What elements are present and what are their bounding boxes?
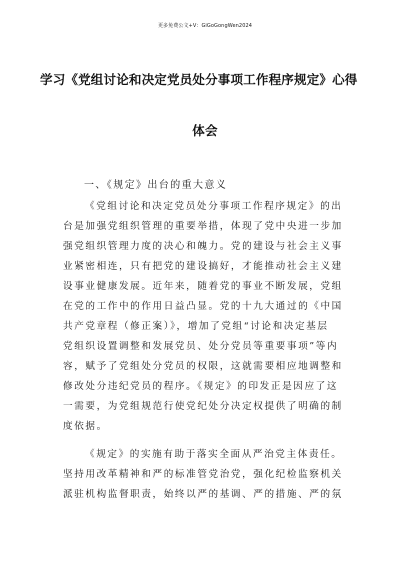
paragraph-line: 坚持用改革精神和严的标准管党治党，强化纪检监察机关 bbox=[63, 469, 343, 480]
paragraph-line: 派驻机构监督职责，始终以严的基调、严的措施、严的氛 bbox=[63, 489, 343, 500]
paragraph-line: 修改处分违纪党员的程序。《规定》的印发正是因应了这 bbox=[63, 381, 339, 392]
paragraph-line: 共产党章程（修正案）》，增加了党组“讨论和决定基层 bbox=[63, 321, 329, 332]
paragraph-line: 在党的工作中的作用日益凸显。党的十九大通过的《中国 bbox=[63, 301, 343, 312]
paragraph-line: 度依据。 bbox=[63, 421, 108, 432]
header-note: 更多免费公文+V：GiGoGongWen2024 bbox=[157, 23, 253, 29]
paragraph-line: 业紧密相连，只有把党的建设搞好，才能推动社会主义建 bbox=[63, 261, 343, 272]
document-title-line-1: 学习《党组讨论和决定党员处分事项工作程序规定》心得 bbox=[40, 72, 358, 87]
paragraph-line: 容，赋予了党组处分党员的权限，这就需要相应地调整和 bbox=[63, 361, 343, 372]
paragraph-line: 台是加强党组织管理的重要举措，体现了党中央进一步加 bbox=[63, 221, 343, 232]
paragraph-line: 《规定》的实施有助于落实全面从严治党主体责任。 bbox=[85, 449, 343, 460]
paragraph-line: 强党组织管理力度的决心和魄力。党的建设与社会主义事 bbox=[63, 241, 343, 252]
paragraph-line: 《党组讨论和决定党员处分事项工作程序规定》的出 bbox=[85, 201, 343, 212]
section-heading: 一、《规定》出台的重大意义 bbox=[84, 180, 228, 191]
paragraph-line: 设事业健康发展。近年来，随着党的事业不断发展，党组 bbox=[63, 281, 343, 292]
paragraph-line: 党组织设置调整和发展党员、处分党员等重要事项”等内 bbox=[63, 341, 339, 352]
document-title-line-2: 体会 bbox=[192, 123, 218, 138]
paragraph-line: 一需要，为党组规范行使党纪处分决定权提供了明确的制 bbox=[63, 401, 343, 412]
